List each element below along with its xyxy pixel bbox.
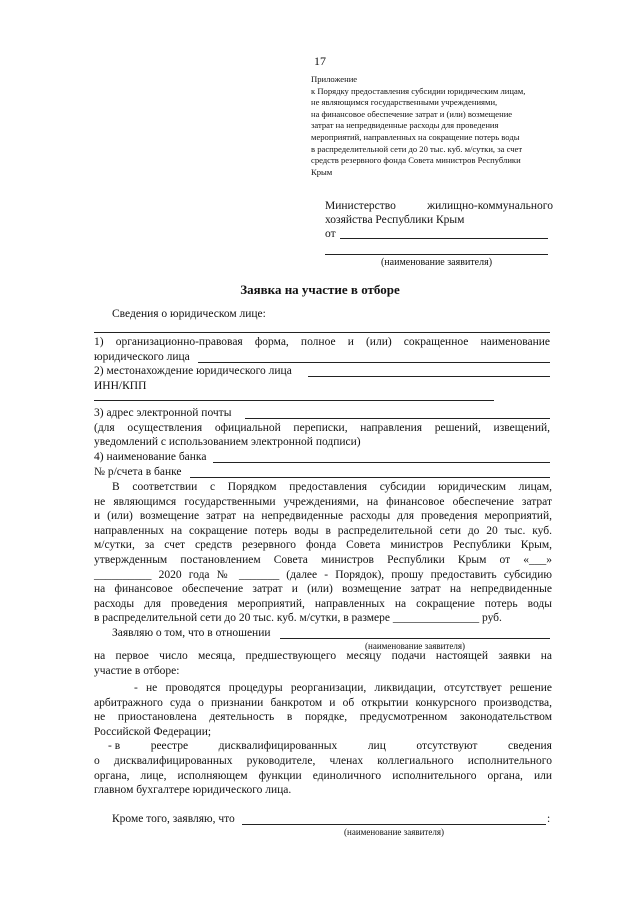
appendix-block — [311, 74, 573, 178]
bank-input-line[interactable] — [213, 462, 550, 463]
paragraph-line: м/сутки, за счет средств резервного фонда Совета министров Республики Крым, — [94, 539, 552, 552]
account-label: № р/счета в банке — [94, 466, 182, 478]
paragraph-line: В соответствии с Порядком предоставления субсидии юридическим лицам, — [112, 481, 552, 493]
appendix-line: не являющимся государственными учреждениями, — [311, 97, 498, 108]
paragraph-line: __________ 2020 года № _______ (далее - Порядок), прошу предоставить субсидию — [94, 568, 552, 581]
field-3-note-2: уведомлений с использованием электронной подписи) — [94, 436, 361, 448]
bullet-2-line: главном бухгалтере юридического лица. — [94, 784, 292, 797]
field-1-input-line[interactable] — [198, 362, 550, 363]
declare-caption: (наименование заявителя) — [365, 641, 465, 651]
field-2-input-line[interactable] — [308, 376, 550, 377]
section-label: Сведения о юридическом лице: — [112, 308, 266, 320]
appendix-line: на финансовое обеспечение затрат и (или) возмещение — [311, 108, 513, 119]
recipient-from-label: от — [325, 228, 336, 240]
appendix-line: в распределительной сети до 20 тыс. куб. м/сутки, за счет — [311, 143, 523, 154]
paragraph-line: направленных на сокращение потерь воды в распределительной сети до 20 тыс. куб. — [94, 524, 552, 537]
inn-input-line[interactable] — [94, 400, 494, 401]
paragraph-line: и (или) возмещение затрат на непредвиденные расходы для проведения мероприятий, — [94, 510, 552, 523]
recipient-ministry: Министерство — [325, 200, 396, 212]
recipient-ministry-type: жилищно-коммунального — [427, 200, 553, 212]
recipient-line-1 — [325, 199, 553, 213]
appendix-line: к Порядку предоставления субсидии юридическим лицам, — [311, 85, 526, 96]
field-4-label: 4) наименование банка — [94, 451, 207, 463]
field-1-label: 1) организационно-правовая форма, полное и (или) сокращенное наименование — [94, 336, 550, 348]
account-input-line[interactable] — [190, 477, 550, 478]
bullet-2-first-line: - в реестре дисквалифицированных лиц отсутствуют сведения — [108, 740, 552, 752]
email-input-line[interactable] — [245, 418, 550, 419]
moreover-colon: : — [547, 813, 551, 825]
recipient-line-2: хозяйства Республики Крым — [325, 214, 465, 226]
legal-entity-input-line[interactable] — [94, 332, 550, 333]
moreover-applicant-line[interactable] — [242, 824, 546, 825]
paragraph-line: в распределительной сети до 20 тыс. куб. м/сутки, в размере _______________ руб. — [94, 612, 502, 625]
recipient-block — [325, 199, 553, 241]
appendix-line: Крым — [311, 166, 333, 177]
declare-label: Заявляю о том, что в отношении — [112, 627, 271, 639]
paragraph-line: на финансовое обеспечение затрат и (или) возмещение затрат на непредвиденные — [94, 583, 552, 596]
bullet-2 — [94, 754, 552, 798]
paragraph-line: расходы для проведения мероприятий, направленных на сокращение потерь воды — [94, 597, 552, 610]
appendix-line: мероприятий, направленных на сокращение потерь воды — [311, 131, 520, 142]
bullet-2-line: органа, лице, исполняющем функции единоличного исполнительного органа, или — [94, 769, 552, 782]
applicant-caption: (наименование заявителя) — [380, 257, 493, 268]
moreover-label: Кроме того, заявляю, что — [112, 813, 235, 825]
field-3-note: (для осуществления официальной переписки, направления решений, извещений, — [94, 422, 550, 434]
bullet-1-line: - не проводятся процедуры реорганизации, ликвидации, отсутствует решение — [134, 682, 552, 694]
paragraph-line: не являющимся государственными учреждениями, на финансовое обеспечение затрат — [94, 495, 552, 508]
declare-line: на первое число месяца, предшествующего месяцу подачи настоящей заявки на — [94, 650, 552, 662]
paragraph-line: утвержденным постановлением Совета министров Республики Крым от «___» — [94, 553, 552, 566]
inn-label: ИНН/КПП — [94, 380, 147, 392]
from-input-line-2[interactable] — [325, 254, 548, 255]
appendix-line: затрат на непредвиденные расходы для проведения — [311, 120, 499, 131]
bullet-1-line: не приостановлена деятельность в порядке, предусмотренном законодательством — [94, 711, 552, 724]
declare-line: участие в отборе: — [94, 664, 180, 677]
page-number: 17 — [314, 54, 326, 68]
bullet-1-line: арбитражного суда о признании банкротом и об открытии конкурсного производства, — [94, 696, 552, 709]
moreover-caption: (наименование заявителя) — [344, 827, 444, 837]
main-paragraph — [94, 480, 552, 626]
bullet-1 — [94, 681, 552, 739]
declare-text — [94, 649, 552, 678]
appendix-line: средств резервного фонда Совета министров Республики — [311, 155, 521, 166]
document-title: Заявка на участие в отборе — [240, 282, 400, 297]
field-1-label-2: юридического лица — [94, 351, 190, 363]
from-input-line[interactable] — [340, 238, 548, 239]
field-2-label: 2) местонахождение юридического лица — [94, 365, 292, 377]
field-3-label: 3) адрес электронной почты — [94, 407, 232, 419]
bullet-2-line: о дисквалифицированных руководителе, членах коллегиального исполнительного — [94, 755, 552, 767]
appendix-line: Приложение — [311, 74, 358, 84]
bullet-1-line: Российской Федерации; — [94, 725, 212, 738]
declare-applicant-line[interactable] — [280, 638, 550, 639]
